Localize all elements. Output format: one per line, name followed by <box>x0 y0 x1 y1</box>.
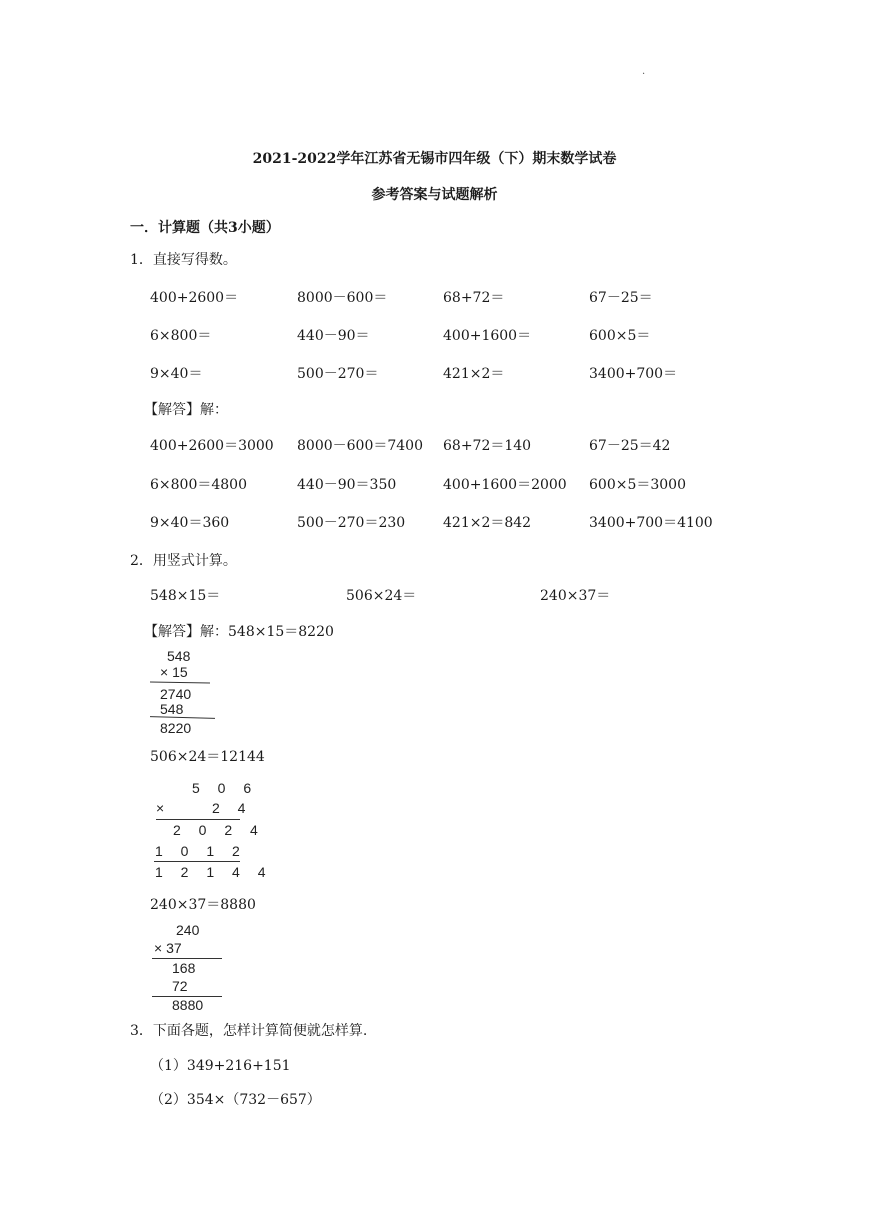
problem-cell: 68+72＝ <box>443 290 505 306</box>
calc-line: 548 <box>167 648 191 664</box>
calc-rule <box>150 716 215 719</box>
calc-line: × <box>156 800 172 816</box>
answer-cell: 400+1600＝2000 <box>443 477 567 493</box>
answer-cell: 9×40＝360 <box>150 515 230 531</box>
result-line: 506×24＝12144 <box>150 749 265 765</box>
calc-rule <box>156 819 240 820</box>
calc-rule <box>152 958 222 959</box>
answer-cell: 440－90＝350 <box>297 477 397 493</box>
page-subtitle: 参考答案与试题解析 <box>371 187 498 203</box>
problem-cell: 548×15＝ <box>150 588 221 604</box>
header-dot: . <box>642 66 646 77</box>
calc-line: 8220 <box>160 720 192 736</box>
problem-cell: 400+2600＝ <box>150 290 239 306</box>
calc-line: 2740 <box>160 686 192 702</box>
problem-cell: 240×37＝ <box>540 588 611 604</box>
problem-cell: 600×5＝ <box>589 328 651 344</box>
calc-line: 1 0 1 2 <box>155 843 247 859</box>
problem-cell: 8000－600＝ <box>297 290 388 306</box>
answer-cell: 600×5＝3000 <box>589 477 686 493</box>
section-heading: 一．计算题（共3小题） <box>130 220 280 236</box>
calc-rule <box>150 681 210 683</box>
question-3-stem: 3．下面各题，怎样计算简便就怎样算. <box>130 1023 368 1039</box>
question-2-stem: 2．用竖式计算。 <box>130 553 237 569</box>
calc-line: 548 <box>160 701 184 717</box>
problem-cell: 500－270＝ <box>297 366 379 382</box>
page-title: 2021-2022学年江苏省无锡市四年级（下）期末数学试卷 <box>252 151 617 167</box>
calc-line: × 37 <box>154 940 182 956</box>
answer-cell: 3400+700＝4100 <box>589 515 713 531</box>
calc-line: × 15 <box>160 664 188 680</box>
answer-label: 【解答】解：548×15＝8220 <box>144 624 334 640</box>
answer-cell: 421×2＝842 <box>443 515 532 531</box>
answer-cell: 500－270＝230 <box>297 515 406 531</box>
answer-label: 【解答】解： <box>144 402 228 418</box>
calc-line: 5 0 6 <box>192 780 259 796</box>
calc-line: 1 2 1 4 4 <box>155 864 273 880</box>
calc-line: 240 <box>176 922 200 938</box>
problem-cell: 9×40＝ <box>150 366 203 382</box>
problem-cell: 421×2＝ <box>443 366 505 382</box>
answer-cell: 6×800＝4800 <box>150 477 247 493</box>
calc-line: 2 0 2 4 <box>173 822 265 838</box>
question-1-stem: 1．直接写得数。 <box>130 252 237 268</box>
problem-cell: 3400+700＝ <box>589 366 678 382</box>
problem-item: （2）354×（732－657） <box>150 1092 321 1108</box>
problem-cell: 400+1600＝ <box>443 328 532 344</box>
calc-line: 72 <box>172 978 188 994</box>
problem-cell: 67－25＝ <box>589 290 653 306</box>
calc-line: 2 4 <box>212 800 253 816</box>
problem-cell: 506×24＝ <box>346 588 417 604</box>
calc-rule <box>154 861 240 862</box>
vertical-calculation-548x15 <box>150 648 220 740</box>
answer-cell: 8000－600＝7400 <box>297 438 423 454</box>
problem-item: （1）349+216+151 <box>150 1058 291 1074</box>
answer-cell: 68+72＝140 <box>443 438 532 454</box>
answer-cell: 400+2600＝3000 <box>150 438 274 454</box>
vertical-calculation-506x24 <box>152 780 273 882</box>
calc-line: 8880 <box>172 997 204 1013</box>
problem-cell: 440－90＝ <box>297 328 370 344</box>
vertical-calculation-240x37 <box>150 922 226 1014</box>
calc-line: 168 <box>172 960 196 976</box>
answer-cell: 67－25＝42 <box>589 438 671 454</box>
problem-cell: 6×800＝ <box>150 328 212 344</box>
result-line: 240×37＝8880 <box>150 897 256 913</box>
